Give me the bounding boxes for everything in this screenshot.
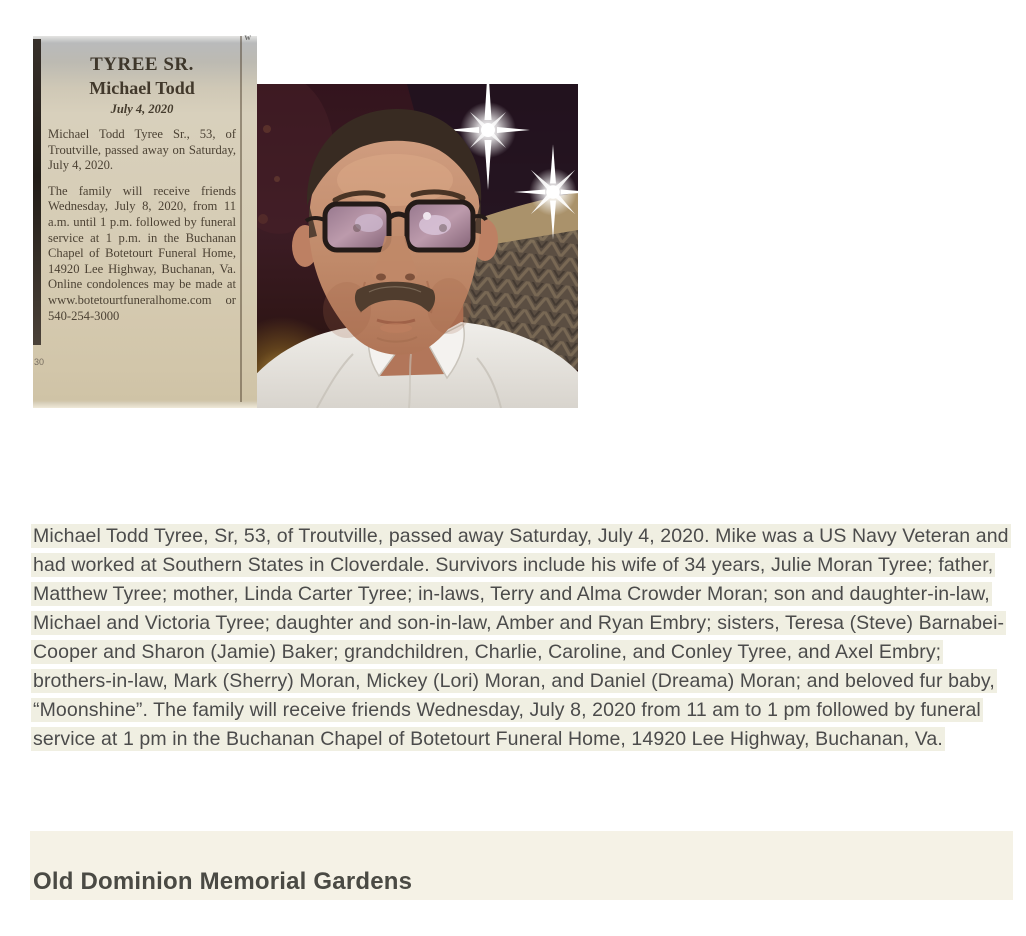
clipping-left-edge-shadow xyxy=(33,39,41,345)
clipping-text-column xyxy=(48,48,236,334)
clipping-margin-note: 30 xyxy=(34,357,45,367)
clipping-name: Michael Todd xyxy=(89,78,195,98)
clipping-paragraph-2: The family will receive friends Wednesday, July 8, 2020, from 11 a.m. until 1 p.m. followed by funeral service at 1 p.m. in the Buchanan Chapel of Botetourt Funeral Home, 14920 Lee Highway, Buchanan, Va. Online condolences may be made at www.botetourtfuneralhome.com or 540-254-3000 xyxy=(48,183,236,323)
clipping-paragraph-1: Michael Todd Tyree Sr., 53, of Troutville, passed away on Saturday, July 4, 2020. xyxy=(48,127,236,173)
obituary-paragraph xyxy=(31,522,1011,754)
obituary-text: Michael Todd Tyree, Sr, 53, of Troutville, passed away Saturday, July 4, 2020. Mike was a US Navy Veteran and had worked at Southern States in Cloverdale. Survivors include his wife of 34 years, Julie Moran Tyree; father, Matthew Tyree; mother, Linda Carter Tyree; in-laws, Terry and Alma Crowder Moran; son and daughter-in-law, Michael and Victoria Tyree; daughter and son-in-law, Amber and Ryan Embry; sisters, Teresa (Steve) Barnabei-Cooper and Sharon (Jamie) Baker; grandchildren, Charlie, Caroline, and Conley Tyree, and Axel Embry; brothers-in-law, Mark (Sherry) Moran, Mickey (Lori) Moran, and Daniel (Dreama) Moran; and beloved fur baby, “Moonshine”. The family will receive friends Wednesday, July 8, 2020 from 11 am to 1 pm followed by funeral service at 1 pm in the Buchanan Chapel of Botetourt Funeral Home, 14920 Lee Highway, Buchanan, Va. xyxy=(33,524,1009,750)
clipping-margin-fragment: w xyxy=(244,32,252,42)
clipping-column-rule xyxy=(240,36,242,402)
clipping-date: July 4, 2020 xyxy=(110,102,174,116)
footer-section-band xyxy=(30,831,1013,900)
portrait-photo xyxy=(257,84,578,408)
newspaper-clipping-image xyxy=(33,32,257,408)
cemetery-name-heading: Old Dominion Memorial Gardens xyxy=(33,868,413,895)
portrait-photo-graphic xyxy=(257,84,578,408)
clipping-headline: TYREE SR. xyxy=(90,54,194,75)
